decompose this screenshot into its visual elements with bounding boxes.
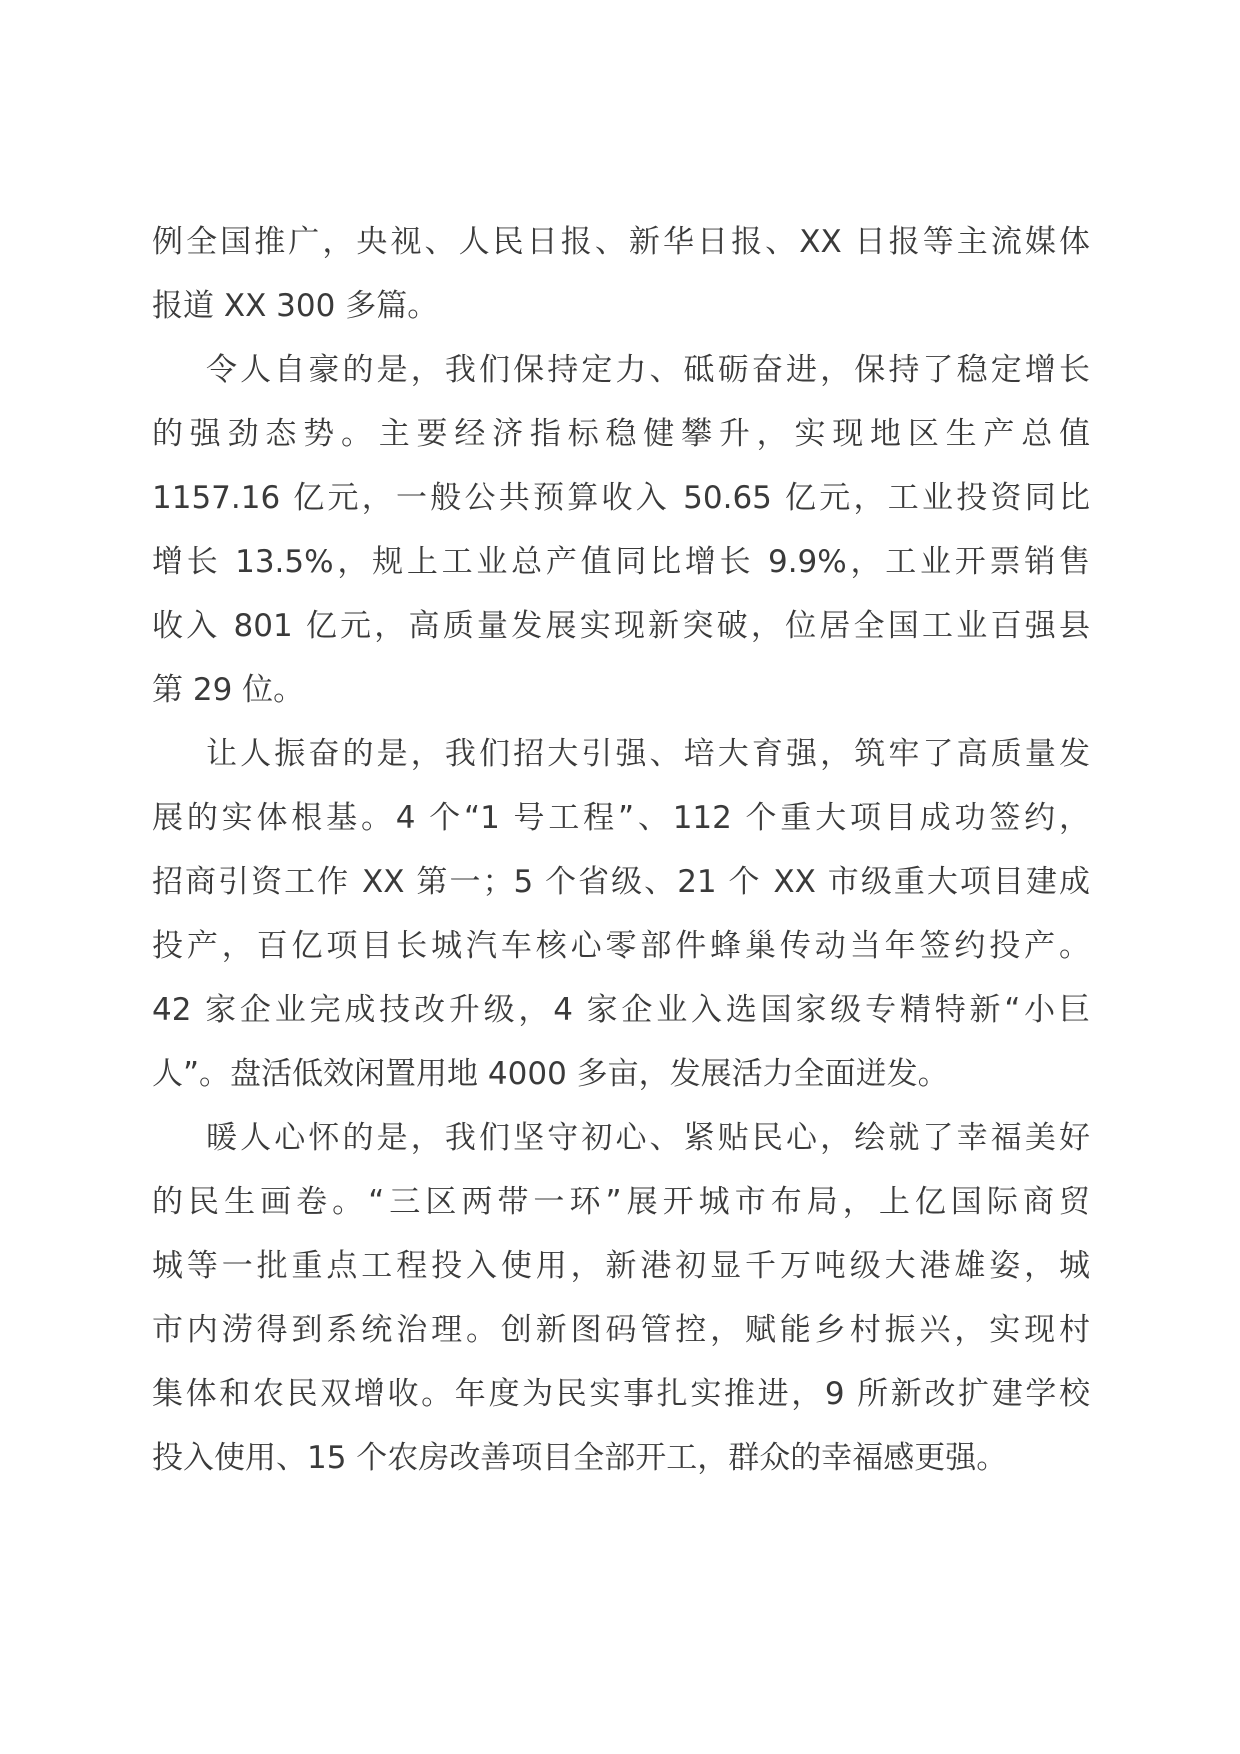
text-line: 的强劲态势。主要经济指标稳健攀升，实现地区生产总值: [152, 416, 1090, 452]
text-line: 集体和农民双增收。年度为民实事扎实推进，9 所新改扩建学校: [152, 1376, 1090, 1412]
text-line: 投产，百亿项目长城汽车核心零部件蜂巢传动当年签约投产。: [152, 928, 1090, 964]
text-line: 第 29 位。: [152, 672, 305, 708]
text-line: 投入使用、15 个农房改善项目全部开工，群众的幸福感更强。: [152, 1440, 1008, 1476]
text-line: 的民生画卷。“三区两带一环”展开城市布局，上亿国际商贸: [152, 1184, 1090, 1220]
paragraph-investment: [152, 722, 1090, 1106]
text-line: 暖人心怀的是，我们坚守初心、紧贴民心，绘就了幸福美好: [206, 1120, 1090, 1156]
text-line: 收入 801 亿元，高质量发展实现新突破，位居全国工业百强县: [152, 608, 1090, 644]
text-line: 1157.16 亿元，一般公共预算收入 50.65 亿元，工业投资同比: [152, 480, 1090, 516]
text-line: 展的实体根基。4 个“1 号工程”、112 个重大项目成功签约，: [152, 800, 1090, 836]
text-line: 让人振奋的是，我们招大引强、培大育强，筑牢了高质量发: [206, 736, 1090, 772]
paragraph-media-coverage: [152, 210, 1090, 338]
text-line: 42 家企业完成技改升级，4 家企业入选国家级专精特新“小巨: [152, 992, 1090, 1028]
text-line: 例全国推广，央视、人民日报、新华日报、XX 日报等主流媒体: [152, 224, 1090, 260]
paragraph-livelihood: [152, 1106, 1090, 1490]
text-line: 城等一批重点工程投入使用，新港初显千万吨级大港雄姿，城: [152, 1248, 1090, 1284]
text-line: 令人自豪的是，我们保持定力、砥砺奋进，保持了稳定增长: [206, 352, 1090, 388]
text-line: 招商引资工作 XX 第一；5 个省级、21 个 XX 市级重大项目建成: [152, 864, 1090, 900]
text-line: 市内涝得到系统治理。创新图码管控，赋能乡村振兴，实现村: [152, 1312, 1090, 1348]
text-line: 人”。盘活低效闲置用地 4000 多亩，发展活力全面迸发。: [152, 1056, 949, 1092]
document-body: [152, 210, 1090, 1490]
text-line: 报道 XX 300 多篇。: [152, 288, 439, 324]
paragraph-economy: [152, 338, 1090, 722]
text-line: 增长 13.5%，规上工业总产值同比增长 9.9%，工业开票销售: [152, 544, 1090, 580]
